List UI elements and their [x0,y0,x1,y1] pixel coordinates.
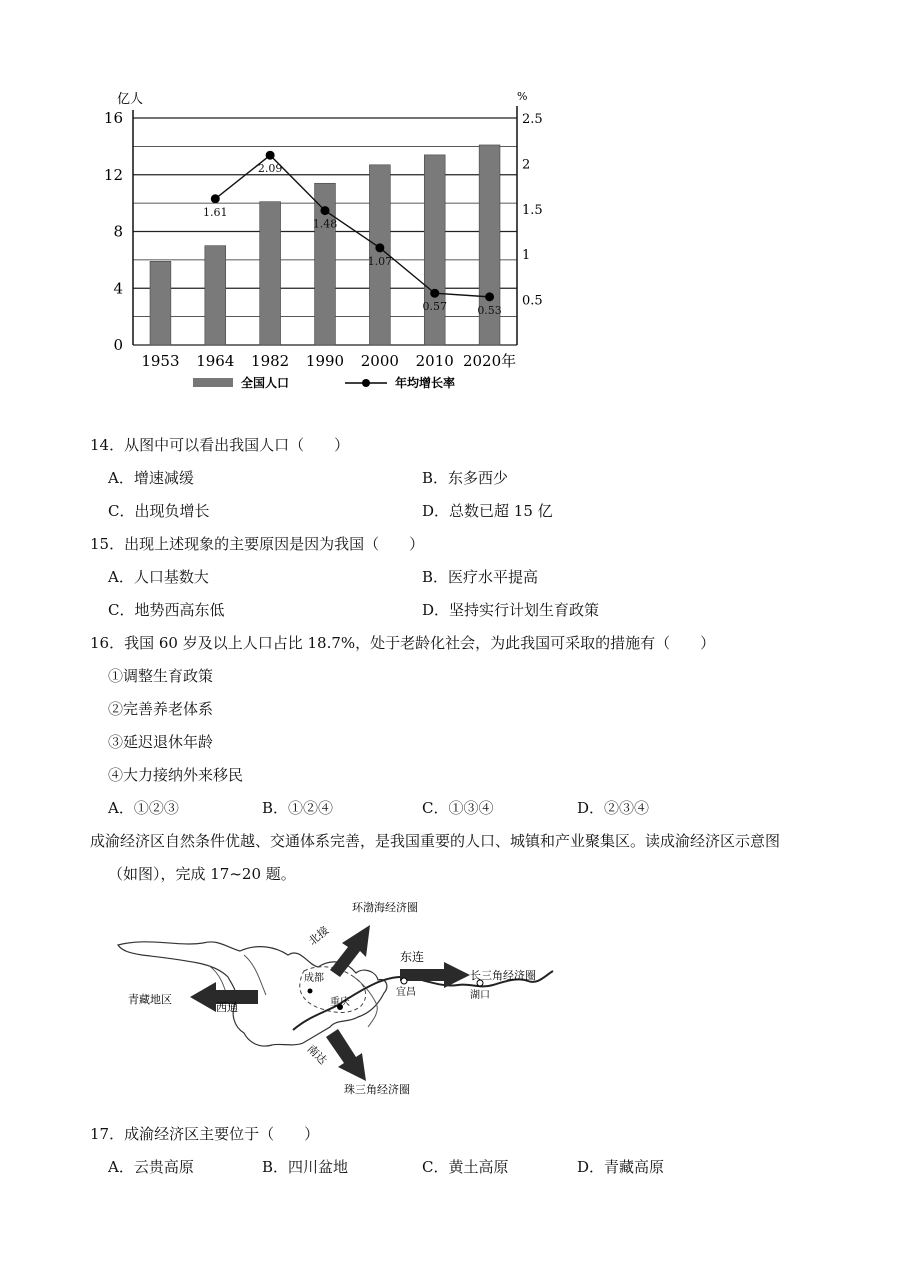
q14-option-b[interactable]: B．东多西少 [422,469,509,487]
north-arrow-icon [330,925,370,977]
q15-option-d[interactable]: D．坚持实行计划生育政策 [422,601,600,619]
y-right-unit: % [517,90,528,103]
south-arrow-icon [326,1029,366,1081]
label-yichang: 宜昌 [396,987,416,998]
y-left-unit: 亿人 [117,92,144,107]
chengyu-map [108,895,558,1100]
x-tick-label: 1990 [305,352,345,370]
label-pearl: 珠三角经济圈 [344,1083,410,1096]
q16-option-b[interactable]: B．①②④ [262,799,334,817]
q16-option-c[interactable]: C．①③④ [422,799,494,817]
growth-rate-data-label: 0.53 [477,303,502,317]
legend-swatch-population [193,378,233,387]
label-west: 西通 [216,1001,238,1014]
q16-option-a[interactable]: A．①②③ [108,799,179,817]
q17-option-b[interactable]: B．四川盆地 [262,1158,349,1176]
y-left-tick-label: 12 [103,165,123,184]
x-tick-label: 1964 [196,352,235,370]
growth-rate-data-label: 1.61 [203,205,228,219]
q14-option-d[interactable]: D．总数已超 15 亿 [422,502,553,520]
x-tick-label: 2020年 [462,352,517,370]
q16-item-1: ①调整生育政策 [108,667,214,685]
growth-rate-data-label: 2.09 [257,162,283,176]
question-16-stem: 16．我国 60 岁及以上人口占比 18.7%，处于老龄化社会，为此我国可采取的措施有（ ） [90,634,716,652]
label-north: 北接 [306,923,332,948]
q17-option-d[interactable]: D．青藏高原 [577,1158,665,1176]
growth-rate-data-label: 1.07 [367,254,393,268]
growth-rate-point [266,151,275,160]
y-right-tick-label: 1.5 [522,202,543,218]
y-left-tick-label: 0 [113,336,123,354]
x-tick-label: 1953 [141,352,180,370]
legend-marker-growth [362,379,370,387]
population-bar [205,246,226,345]
q15-option-b[interactable]: B．医疗水平提高 [422,568,539,586]
label-qingzang: 青藏地区 [128,993,172,1006]
q17-option-a[interactable]: A．云贵高原 [108,1158,194,1176]
growth-rate-point [485,292,494,301]
q16-item-4: ④大力接纳外来移民 [108,766,244,784]
q14-option-c[interactable]: C．出现负增长 [108,502,210,520]
growth-rate-point [430,289,439,298]
y-right-tick-label: 0.5 [522,293,543,309]
chengdu-marker [308,989,313,994]
legend-label-growth: 年均增长率 [395,376,456,390]
intro-line-1: 成渝经济区自然条件优越、交通体系完善，是我国重要的人口、城镇和产业聚集区。读成渝经济区示意图 [90,832,781,850]
y-right-tick-label: 2.5 [522,112,543,127]
legend-label-population: 全国人口 [241,376,290,390]
growth-rate-point [321,206,330,215]
q16-option-d[interactable]: D．②③④ [577,799,650,817]
q16-item-3: ③延迟退休年龄 [108,733,214,751]
yichang-marker [401,978,407,984]
growth-rate-point [375,243,384,252]
growth-rate-line [215,155,489,297]
q17-option-c[interactable]: C．黄土高原 [422,1158,509,1176]
y-right-tick-label: 2 [522,157,531,173]
population-chart [95,88,565,393]
population-bar [260,202,281,345]
question-15-stem: 15．出现上述现象的主要原因是因为我国（ ） [90,535,425,553]
y-right-tick-label: 1 [522,248,531,264]
q15-option-c[interactable]: C．地势西高东低 [108,601,225,619]
label-south: 南达 [304,1042,330,1068]
label-yangtze: 长三角经济圈 [470,969,536,982]
q15-option-a[interactable]: A．人口基数大 [108,568,209,586]
growth-rate-data-label: 0.57 [422,300,447,314]
label-bohai: 环渤海经济圈 [352,901,418,914]
x-tick-label: 2010 [415,352,454,370]
growth-rate-data-label: 1.48 [312,217,338,231]
y-left-tick-label: 8 [113,222,123,241]
population-bar [424,155,445,345]
chart-line [203,151,502,317]
question-17-stem: 17．成渝经济区主要位于（ ） [90,1125,320,1143]
intro-line-2: （如图），完成 17~20 题。 [108,865,296,883]
population-bar [150,261,171,345]
q14-option-a[interactable]: A．增速减缓 [108,469,194,487]
x-tick-label: 2000 [360,352,399,370]
label-east: 东连 [400,950,425,964]
label-hukou: 湖口 [470,990,490,1001]
q16-item-2: ②完善养老体系 [108,700,214,718]
label-chongqing: 重庆 [330,997,350,1008]
label-chengdu: 成都 [304,973,324,984]
x-tick-label: 1982 [251,352,290,370]
question-14-stem: 14．从图中可以看出我国人口（ ） [90,436,350,454]
y-left-tick-label: 16 [103,109,123,127]
growth-rate-point [211,194,220,203]
y-left-tick-label: 4 [113,279,123,298]
